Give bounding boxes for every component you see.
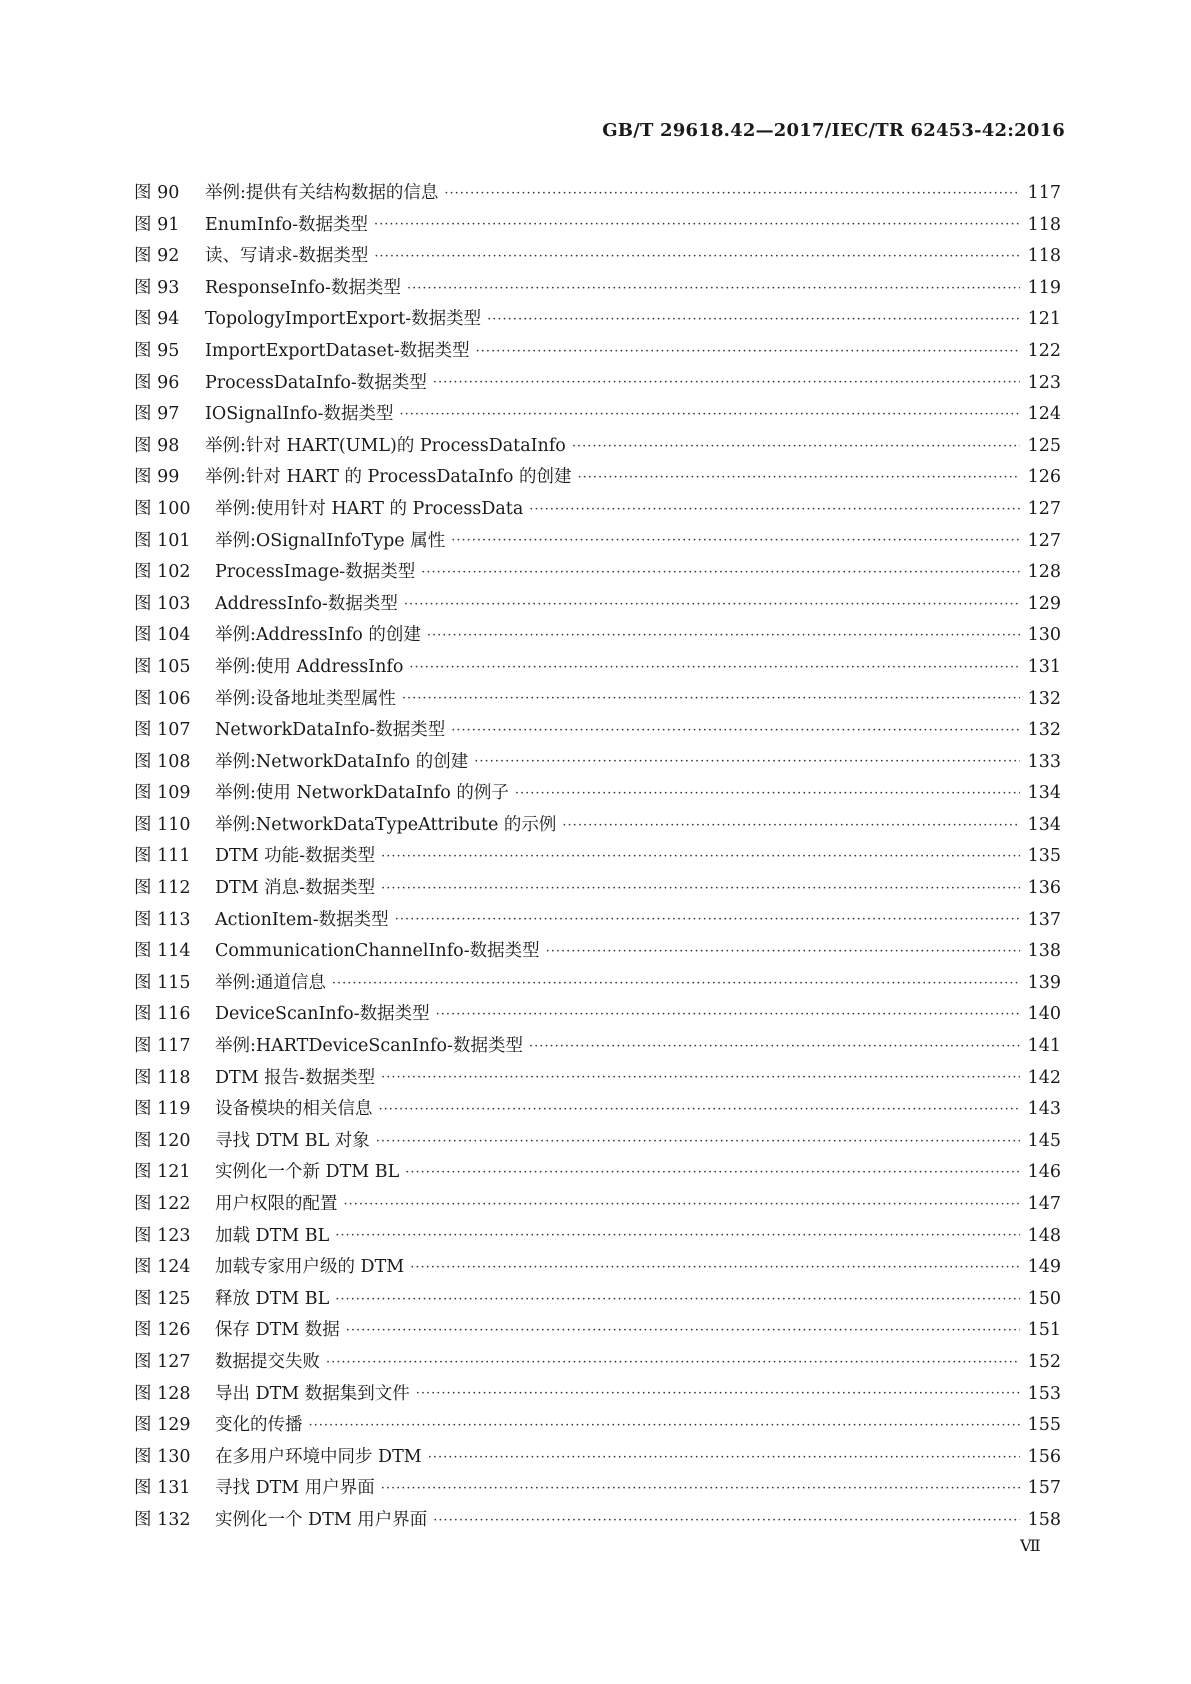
figure-number: 图 131 xyxy=(134,1478,191,1499)
figure-title: DTM 消息-数据类型 xyxy=(215,878,376,899)
figure-title: 实例化一个 DTM 用户界面 xyxy=(215,1509,428,1530)
dot-leader xyxy=(562,816,1019,836)
figure-number: 图 117 xyxy=(134,1036,191,1057)
figure-number: 图 104 xyxy=(134,625,191,646)
figure-number: 图 127 xyxy=(134,1351,191,1372)
dot-leader xyxy=(335,1226,1019,1246)
page-reference: 128 xyxy=(1027,562,1061,583)
page-reference: 131 xyxy=(1027,656,1061,677)
figure-number: 图 116 xyxy=(134,1004,191,1025)
page-number: Ⅶ xyxy=(1020,1536,1041,1555)
figure-number: 图 114 xyxy=(134,941,191,962)
page-reference: 132 xyxy=(1027,688,1061,709)
figure-number: 图 103 xyxy=(134,593,191,614)
page-reference: 156 xyxy=(1027,1446,1061,1467)
dot-leader xyxy=(433,373,1020,393)
figure-number: 图 115 xyxy=(134,972,191,993)
toc-entry[interactable] xyxy=(134,526,1061,558)
toc-entry[interactable] xyxy=(134,1221,1061,1253)
dot-leader xyxy=(409,658,1019,678)
figure-title: TopologyImportExport-数据类型 xyxy=(205,309,482,330)
toc-entry[interactable] xyxy=(134,431,1061,463)
figure-title: ProcessImage-数据类型 xyxy=(215,562,416,583)
figure-title: 导出 DTM 数据集到文件 xyxy=(215,1383,410,1404)
page-reference: 135 xyxy=(1027,846,1061,867)
figure-number: 图 90 xyxy=(134,183,180,203)
figure-list xyxy=(134,178,1061,1537)
dot-leader xyxy=(578,468,1020,488)
dot-leader xyxy=(474,752,1019,772)
page-reference: 145 xyxy=(1027,1130,1061,1151)
toc-entry[interactable] xyxy=(134,936,1061,968)
page-reference: 143 xyxy=(1027,1099,1061,1120)
figure-number: 图 125 xyxy=(134,1288,191,1309)
figure-number: 图 91 xyxy=(134,214,180,235)
dot-leader xyxy=(376,1132,1020,1152)
figure-number: 图 119 xyxy=(134,1099,191,1120)
figure-title: 举例:使用 NetworkDataInfo 的例子 xyxy=(215,783,509,804)
figure-number: 图 113 xyxy=(134,909,191,930)
figure-number: 图 109 xyxy=(134,783,191,804)
figure-number: 图 126 xyxy=(134,1320,191,1341)
dot-leader xyxy=(436,1005,1020,1025)
dot-leader xyxy=(476,342,1020,362)
toc-entry[interactable] xyxy=(134,778,1061,810)
figure-title: ActionItem-数据类型 xyxy=(215,909,389,930)
page-reference: 118 xyxy=(1027,214,1061,235)
page-reference: 123 xyxy=(1027,372,1061,393)
page-reference: 125 xyxy=(1027,435,1061,456)
figure-title: 数据提交失败 xyxy=(215,1351,320,1372)
figure-title: 实例化一个新 DTM BL xyxy=(215,1162,400,1183)
figure-number: 图 123 xyxy=(134,1225,191,1246)
figure-number: 图 92 xyxy=(134,246,180,267)
toc-entry[interactable] xyxy=(134,1347,1061,1379)
page-reference: 129 xyxy=(1027,593,1061,614)
figure-number: 图 95 xyxy=(134,340,180,361)
page-reference: 127 xyxy=(1027,530,1061,551)
page-reference: 147 xyxy=(1027,1194,1061,1214)
toc-entry[interactable] xyxy=(134,1505,1061,1537)
figure-number: 图 93 xyxy=(134,277,180,298)
toc-entry[interactable] xyxy=(134,747,1061,779)
figure-title: 举例:NetworkDataInfo 的创建 xyxy=(215,751,469,772)
page-reference: 146 xyxy=(1027,1162,1061,1183)
page-reference: 148 xyxy=(1027,1225,1061,1246)
toc-entry[interactable] xyxy=(134,968,1061,1000)
page-reference: 140 xyxy=(1027,1004,1061,1025)
toc-entry[interactable] xyxy=(134,1126,1061,1158)
page-reference: 117 xyxy=(1027,183,1061,203)
dot-leader xyxy=(444,184,1019,204)
dot-leader xyxy=(395,910,1020,930)
dot-leader xyxy=(335,1290,1019,1310)
page-reference: 141 xyxy=(1027,1036,1061,1057)
toc-entry[interactable] xyxy=(134,462,1061,494)
figure-title: 举例:针对 HART(UML)的 ProcessDataInfo xyxy=(205,435,566,456)
dot-leader xyxy=(427,626,1020,646)
toc-entry[interactable] xyxy=(134,494,1061,526)
figure-number: 图 102 xyxy=(134,562,191,583)
figure-title: 举例:AddressInfo 的创建 xyxy=(215,625,421,646)
toc-entry[interactable] xyxy=(134,684,1061,716)
toc-entry[interactable] xyxy=(134,1473,1061,1505)
dot-leader xyxy=(402,689,1020,709)
figure-title: 举例:使用针对 HART 的 ProcessData xyxy=(215,498,524,519)
figure-number: 图 118 xyxy=(134,1067,191,1088)
figure-title: ProcessDataInfo-数据类型 xyxy=(205,372,427,393)
page-reference: 121 xyxy=(1027,309,1061,330)
toc-entry[interactable] xyxy=(134,1094,1061,1126)
dot-leader xyxy=(451,721,1019,741)
dot-leader xyxy=(332,974,1020,994)
figure-title: CommunicationChannelInfo-数据类型 xyxy=(215,941,540,962)
toc-entry[interactable] xyxy=(134,273,1061,305)
page-reference: 134 xyxy=(1027,814,1061,835)
dot-leader xyxy=(405,1163,1019,1183)
figure-number: 图 121 xyxy=(134,1162,191,1183)
dot-leader xyxy=(421,563,1019,583)
page-reference: 130 xyxy=(1027,625,1061,646)
toc-entry[interactable] xyxy=(134,905,1061,937)
toc-entry[interactable] xyxy=(134,557,1061,589)
figure-number: 图 106 xyxy=(134,688,191,709)
page-reference: 158 xyxy=(1027,1509,1061,1530)
page-reference: 132 xyxy=(1027,720,1061,741)
figure-number: 图 111 xyxy=(134,846,191,867)
toc-entry[interactable] xyxy=(134,1252,1061,1284)
page-reference: 153 xyxy=(1027,1383,1061,1404)
toc-entry[interactable] xyxy=(134,399,1061,431)
page-reference: 118 xyxy=(1027,246,1061,267)
figure-title: ResponseInfo-数据类型 xyxy=(205,277,401,298)
figure-title: AddressInfo-数据类型 xyxy=(215,593,398,614)
figure-number: 图 96 xyxy=(134,372,180,393)
dot-leader xyxy=(433,1511,1019,1531)
figure-number: 图 122 xyxy=(134,1194,191,1214)
page-reference: 134 xyxy=(1027,783,1061,804)
page-reference: 138 xyxy=(1027,941,1061,962)
toc-entry[interactable] xyxy=(134,304,1061,336)
dot-leader xyxy=(451,531,1019,551)
dot-leader xyxy=(410,1258,1019,1278)
toc-entry[interactable] xyxy=(134,1157,1061,1189)
figure-number: 图 124 xyxy=(134,1257,191,1278)
dot-leader xyxy=(381,847,1019,867)
dot-leader xyxy=(326,1353,1020,1373)
page-reference: 119 xyxy=(1027,277,1061,298)
figure-number: 图 108 xyxy=(134,751,191,772)
dot-leader xyxy=(381,879,1019,899)
document-header: GB/T 29618.42—2017/IEC/TR 62453-42:2016 xyxy=(602,120,1065,141)
page-reference: 155 xyxy=(1027,1415,1061,1436)
dot-leader xyxy=(381,1068,1019,1088)
figure-title: 变化的传播 xyxy=(215,1415,303,1436)
dot-leader xyxy=(407,279,1020,299)
figure-number: 图 105 xyxy=(134,656,191,677)
dot-leader xyxy=(374,215,1020,235)
page-reference: 136 xyxy=(1027,878,1061,899)
figure-title: DTM 功能-数据类型 xyxy=(215,846,376,867)
figure-number: 图 101 xyxy=(134,530,191,551)
dot-leader xyxy=(346,1321,1020,1341)
dot-leader xyxy=(309,1416,1020,1436)
figure-title: DeviceScanInfo-数据类型 xyxy=(215,1004,430,1025)
figure-title: 读、写请求-数据类型 xyxy=(205,246,369,267)
dot-leader xyxy=(515,784,1020,804)
toc-entry[interactable] xyxy=(134,652,1061,684)
figure-number: 图 110 xyxy=(134,814,191,835)
page-reference: 151 xyxy=(1027,1320,1061,1341)
toc-entry[interactable] xyxy=(134,715,1061,747)
dot-leader xyxy=(487,310,1019,330)
figure-title: 举例:HARTDeviceScanInfo-数据类型 xyxy=(215,1036,523,1057)
toc-entry[interactable] xyxy=(134,368,1061,400)
figure-title: 举例:提供有关结构数据的信息 xyxy=(205,183,439,203)
figure-title: DTM 报告-数据类型 xyxy=(215,1067,376,1088)
figure-number: 图 132 xyxy=(134,1509,191,1530)
figure-title: 释放 DTM BL xyxy=(215,1288,330,1309)
figure-title: 举例:OSignalInfoType 属性 xyxy=(215,530,446,551)
toc-entry[interactable] xyxy=(134,810,1061,842)
page-reference: 124 xyxy=(1027,404,1061,425)
figure-title: 加载 DTM BL xyxy=(215,1225,330,1246)
figure-number: 图 128 xyxy=(134,1383,191,1404)
figure-title: 举例:针对 HART 的 ProcessDataInfo 的创建 xyxy=(205,467,572,488)
toc-entry[interactable] xyxy=(134,1410,1061,1442)
toc-entry[interactable] xyxy=(134,1031,1061,1063)
figure-number: 图 120 xyxy=(134,1130,191,1151)
page-reference: 133 xyxy=(1027,751,1061,772)
toc-entry[interactable] xyxy=(134,1379,1061,1411)
toc-entry[interactable] xyxy=(134,210,1061,242)
toc-entry[interactable] xyxy=(134,336,1061,368)
dot-leader xyxy=(416,1384,1020,1404)
figure-title: 在多用户环境中同步 DTM xyxy=(215,1446,422,1467)
figure-title: NetworkDataInfo-数据类型 xyxy=(215,720,446,741)
toc-entry[interactable] xyxy=(134,841,1061,873)
figure-title: 加载专家用户级的 DTM xyxy=(215,1257,405,1278)
dot-leader xyxy=(399,405,1019,425)
figure-title: 寻找 DTM BL 对象 xyxy=(215,1130,370,1151)
page-reference: 137 xyxy=(1027,909,1061,930)
toc-entry[interactable] xyxy=(134,1442,1061,1474)
figure-number: 图 97 xyxy=(134,404,180,425)
toc-entry[interactable] xyxy=(134,589,1061,621)
figure-title: EnumInfo-数据类型 xyxy=(205,214,369,235)
toc-entry[interactable] xyxy=(134,873,1061,905)
page-reference: 157 xyxy=(1027,1478,1061,1499)
toc-entry[interactable] xyxy=(134,620,1061,652)
toc-entry[interactable] xyxy=(134,1315,1061,1347)
dot-leader xyxy=(529,500,1019,520)
toc-entry[interactable] xyxy=(134,178,1061,210)
figure-title: 寻找 DTM 用户界面 xyxy=(215,1478,375,1499)
dot-leader xyxy=(404,595,1020,615)
dot-leader xyxy=(381,1479,1020,1499)
dot-leader xyxy=(379,1100,1020,1120)
figure-title: 设备模块的相关信息 xyxy=(215,1099,373,1120)
page-reference: 126 xyxy=(1027,467,1061,488)
figure-number: 图 94 xyxy=(134,309,180,330)
dot-leader xyxy=(572,437,1020,457)
figure-number: 图 130 xyxy=(134,1446,191,1467)
figure-title: 用户权限的配置 xyxy=(215,1194,338,1214)
figure-title: 举例:使用 AddressInfo xyxy=(215,656,404,677)
figure-title: 举例:通道信息 xyxy=(215,972,326,993)
toc-entry[interactable] xyxy=(134,241,1061,273)
figure-number: 图 107 xyxy=(134,720,191,741)
page-reference: 149 xyxy=(1027,1257,1061,1278)
page-reference: 142 xyxy=(1027,1067,1061,1088)
figure-number: 图 129 xyxy=(134,1415,191,1436)
figure-title: IOSignalInfo-数据类型 xyxy=(205,404,394,425)
figure-title: 举例:NetworkDataTypeAttribute 的示例 xyxy=(215,814,557,835)
dot-leader xyxy=(374,247,1019,267)
figure-number: 图 98 xyxy=(134,435,180,456)
page-reference: 152 xyxy=(1027,1351,1061,1372)
figure-title: 保存 DTM 数据 xyxy=(215,1320,340,1341)
toc-entry[interactable] xyxy=(134,1189,1061,1221)
dot-leader xyxy=(344,1195,1020,1215)
page-reference: 122 xyxy=(1027,340,1061,361)
figure-number: 图 100 xyxy=(134,498,191,519)
page-reference: 127 xyxy=(1027,498,1061,519)
toc-entry[interactable] xyxy=(134,1063,1061,1095)
figure-title: 举例:设备地址类型属性 xyxy=(215,688,396,709)
dot-leader xyxy=(529,1037,1020,1057)
figure-title: ImportExportDataset-数据类型 xyxy=(205,340,470,361)
dot-leader xyxy=(428,1448,1020,1468)
dot-leader xyxy=(546,942,1020,962)
page-reference: 150 xyxy=(1027,1288,1061,1309)
toc-entry[interactable] xyxy=(134,1284,1061,1316)
figure-number: 图 112 xyxy=(134,878,191,899)
figure-number: 图 99 xyxy=(134,467,180,488)
toc-entry[interactable] xyxy=(134,999,1061,1031)
page-reference: 139 xyxy=(1027,972,1061,993)
